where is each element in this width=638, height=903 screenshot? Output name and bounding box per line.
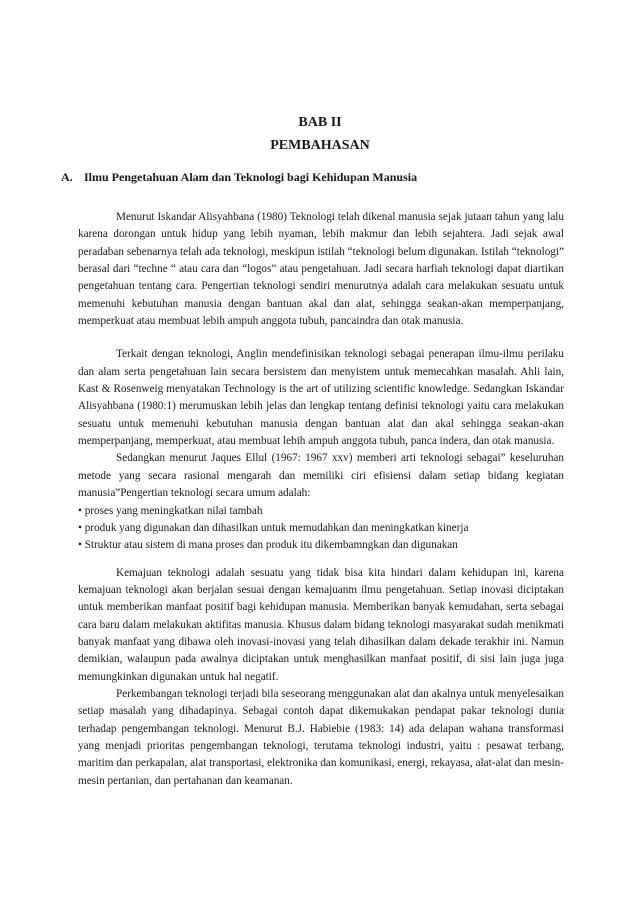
paragraph-5: Perkembangan teknologi terjadi bila seseorang menggunakan alat dan akalnya untuk menyelesaikan setiap masalah yang dihadapinya. Sebagai contoh dapat dikemukakan pendapat pakar teknologi dunia terhadap pengembangan teknologi. Menurut B.J. Habiebie (1983: 14) ada delapan wahana transformasi yang menjadi prioritas pengembangan teknologi, terutama teknologi industri, yaitu : pesawat terbang, maritim dan perkapalan, alat transportasi, elektronika dan komunikasi, energi, rekayasa, alat-alat dan mesin-mesin pertanian, dan pertahanan dan keamanan. [78,687,564,787]
section-heading [61,170,417,185]
bullet-item: • proses yang meningkatkan nilai tambah [78,504,263,517]
bullet-item: • produk yang digunakan dan dihasilkan untuk memudahkan dan meningkatkan kinerja [78,521,469,534]
body-text [78,209,564,790]
bullet-item: • Struktur atau sistem di mana proses dan produk itu dikembamngkan dan digunakan [78,539,458,552]
section-label: A. [61,170,73,184]
section-title: Ilmu Pengetahuan Alam dan Teknologi bagi Kehidupan Manusia [84,170,418,184]
chapter-heading: BAB II [298,115,342,130]
paragraph-1: Menurut Iskandar Alisyahbana (1980) Teknologi telah dikenal manusia sejak jutaan tahun yang lalu karena dorongan untuk hidup yang lebih nyaman, lebih makmur dan lebih sejahtera. Jadi sejak awal peradaban sebenarnya telah ada teknologi, meskipun istilah “teknologi belum digunakan. Istilah “teknologi” berasal dari “techne “ atau cara dan “logos” atau pengetahuan. Jadi secara harfiah teknologi dapat diartikan pengetahuan tentang cara. Pengertian teknologi sendiri menurutnya adalah cara melakukan sesuatu untuk memenuhi kebutuhan manusia dengan bantuan akal dan alat, sehingga seakan-akan memperpanjang, memperkuat atau membuat lebih ampuh anggota tubuh, pancaindra dan otak manusia. [78,211,564,328]
bullet-list [78,503,564,555]
paragraph-2: Terkait dengan teknologi, Anglin mendefinisikan teknologi sebagai penerapan ilmu-ilmu perilaku dan alam serta pengetahuan lain secara bersistem dan menyistem untuk memecahkan masalah. Ahli lain, Kast & Rosenweig menyatakan Technology is the art of utilizing scientific knowledge. Sedangkan Iskandar Alisyahbana (1980:1) merumuskan lebih jelas dan lengkap tentang definisi teknologi yaitu cara melakukan sesuatu untuk memenuhi kebutuhan manusia dengan bantuan alat dan akal sehingga seakan-akan memperpanjang, memperkuat, atau membuat lebih ampuh anggota tubuh, panca indera, dan otak manusia. [78,348,564,448]
chapter-title: PEMBAHASAN [270,138,370,153]
paragraph-3: Sedangkan menurut Jaques Ellul (1967: 1967 xxv) memberi arti teknologi sebagai” keseluruhan metode yang secara rasional mengarah dan memiliki ciri efisiensi dalam setiap bidang kegiatan manusia”Pengertian teknologi secara umum adalah: [78,452,564,500]
paragraph-4: Kemajuan teknologi adalah sesuatu yang tidak bisa kita hindari dalam kehidupan ini, karena kemajuan teknologi akan berjalan sesuai dengan kemajuanm ilmu pengetahuan. Setiap inovasi diciptakan untuk memberikan manfaat positif bagi kehidupan manusia. Memberikan banyak kemudahan, serta sebagai cara baru dalam melakukan aktifitas manusia. Khusus dalam bidang teknologi masyarakat sudah menikmati banyak manfaat yang dibawa oleh inovasi-inovasi yang telah dihasilkan dalam dekade terakhir ini. Namun demikian, walaupun pada awalnya diciptakan untuk menghasilkan manfaat positif, di sisi lain juga juga memungkinkan digunakan untuk hal negatif. [78,566,564,683]
